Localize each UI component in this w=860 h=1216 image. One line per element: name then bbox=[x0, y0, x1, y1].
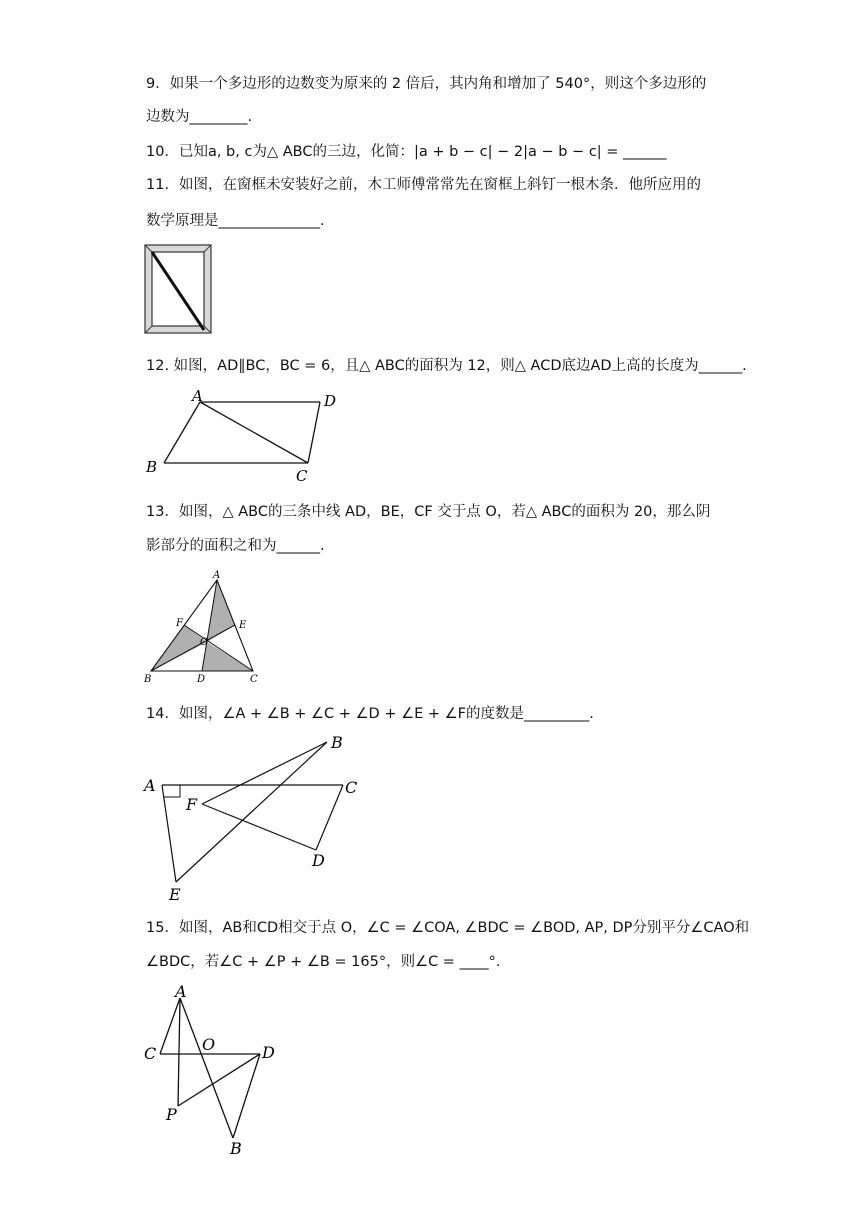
figure-14 bbox=[140, 730, 370, 906]
label-A: A bbox=[144, 776, 156, 795]
label-E: E bbox=[169, 885, 181, 904]
problem-11-line-2: 数学原理是______________. bbox=[146, 213, 325, 229]
label-B: B bbox=[146, 458, 158, 476]
label-C: C bbox=[296, 467, 308, 484]
label-A: A bbox=[213, 570, 221, 581]
label-P: P bbox=[166, 1105, 177, 1124]
figure-13 bbox=[140, 568, 270, 688]
problem-12-line-1: 12. 如图，AD∥BC，BC = 6，且△ ABC的面积为 12，则△ ACD底边AD上高的长度为______. bbox=[146, 358, 747, 374]
label-B: B bbox=[331, 733, 343, 752]
label-D: D bbox=[262, 1043, 275, 1062]
problem-14-line-1: 14．如图，∠A + ∠B + ∠C + ∠D + ∠E + ∠F的度数是_________. bbox=[146, 706, 594, 722]
label-D: D bbox=[197, 674, 206, 685]
label-C: C bbox=[250, 674, 258, 685]
label-C: C bbox=[345, 778, 358, 797]
problem-9-line-1: 9．如果一个多边形的边数变为原来的 2 倍后，其内角和增加了 540°，则这个多边形的 bbox=[146, 76, 707, 92]
label-F: F bbox=[186, 795, 198, 814]
problem-13-line-2: 影部分的面积之和为______. bbox=[146, 538, 325, 554]
label-A: A bbox=[175, 982, 187, 1001]
label-O: O bbox=[202, 1035, 216, 1054]
label-O: O bbox=[200, 637, 209, 648]
shaded-DOC bbox=[202, 642, 253, 671]
label-C: C bbox=[144, 1044, 157, 1063]
label-B: B bbox=[144, 674, 152, 685]
right-angle-mark bbox=[164, 785, 180, 797]
label-B: B bbox=[230, 1139, 242, 1158]
problem-11-line-1: 11．如图，在窗框未安装好之前，木工师傅常常先在窗框上斜钉一根木条．他所应用的 bbox=[146, 177, 701, 193]
label-D: D bbox=[324, 392, 337, 410]
label-F: F bbox=[176, 618, 183, 629]
figure-12 bbox=[140, 384, 350, 484]
problem-15-line-2: ∠BDC，若∠C + ∠P + ∠B = 165°，则∠C = ____°. bbox=[146, 954, 501, 970]
figure-15 bbox=[140, 982, 290, 1158]
problem-9-line-2: 边数为________. bbox=[146, 109, 253, 125]
problem-13-line-1: 13．如图，△ ABC的三条中线 AD，BE，CF 交于点 O，若△ ABC的面积为 20，那么阴 bbox=[146, 504, 711, 520]
label-D: D bbox=[312, 851, 325, 870]
problem-10-line-1: 10．已知a, b, c为△ ABC的三边，化简：|a + b − c| − 2|a − b − c| = ______ bbox=[146, 144, 667, 160]
label-E: E bbox=[239, 620, 247, 631]
window-frame-figure bbox=[144, 244, 214, 336]
problem-15-line-1: 15．如图，AB和CD相交于点 O，∠C = ∠COA, ∠BDC = ∠BOD, AP, DP分别平分∠CAO和 bbox=[146, 920, 750, 936]
label-A: A bbox=[192, 387, 203, 405]
